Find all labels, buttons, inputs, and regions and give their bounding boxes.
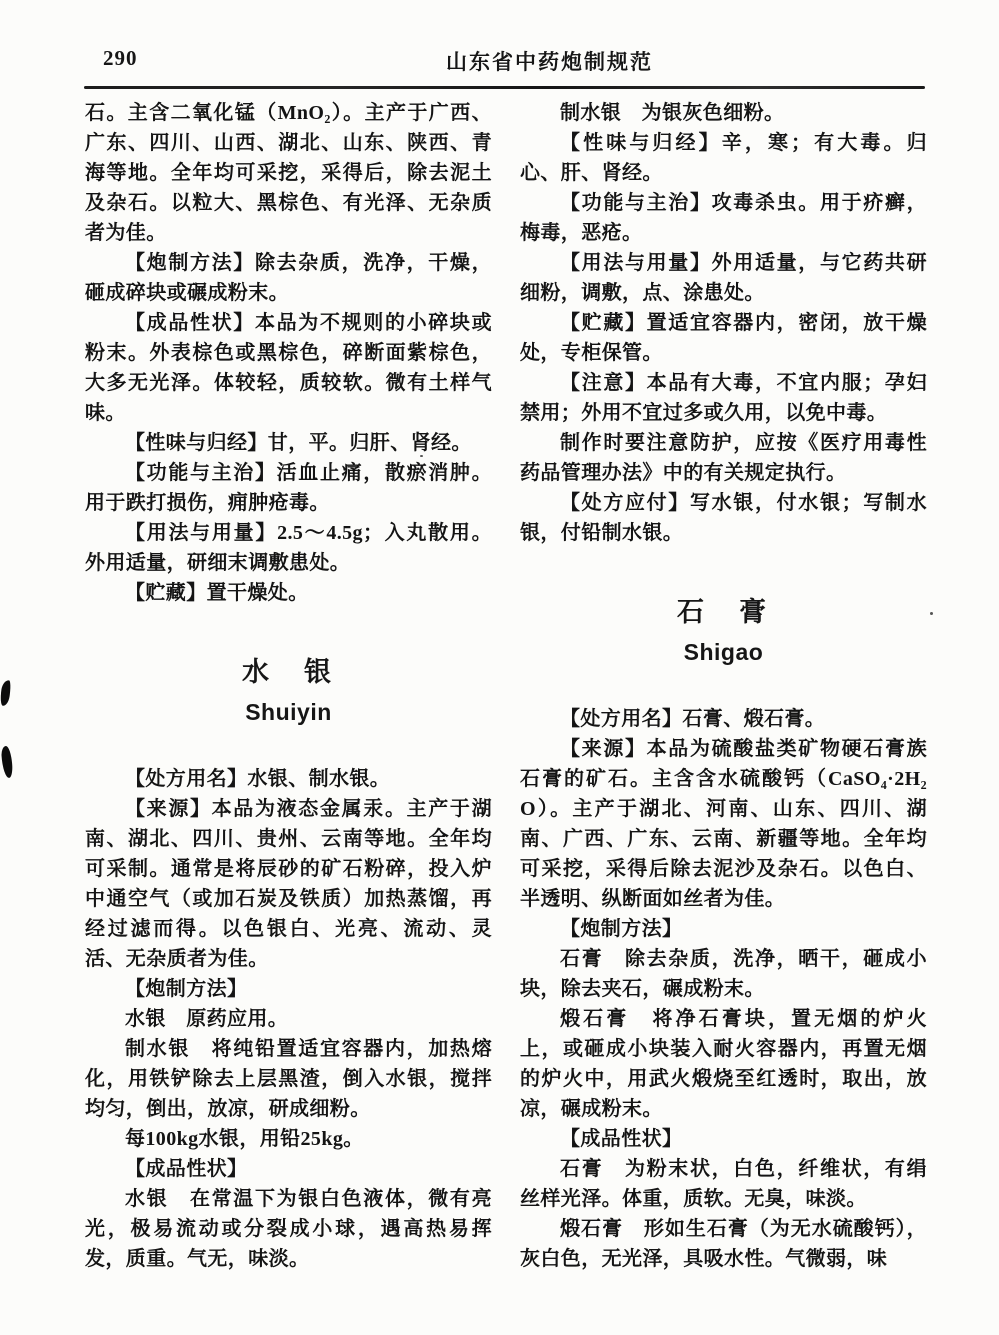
- section-title-chinese: 石 膏: [677, 597, 770, 627]
- paragraph: 每100kg水银，用铅25kg。: [125, 1128, 364, 1150]
- header-title: 山东省中药炮制规范: [446, 50, 653, 74]
- paragraph: 【炮制方法】: [560, 918, 683, 940]
- paragraph: 【成品性状】本品为不规则的小碎块或粉末。外表棕色或黑棕色，碎断面紫棕色，大多无光泽。体较轻，质较软。微有土样气味。: [85, 312, 492, 424]
- section-heading-shuiyin: [85, 650, 492, 726]
- paragraph: 【功能与主治】攻毒杀虫。用于疥癣，梅毒，恶疮。: [520, 192, 927, 244]
- section-title-pinyin: Shuiyin: [245, 699, 332, 725]
- paragraph: 煅石膏 形如生石膏（为无水硫酸钙），灰白色，无光泽，具吸水性。气微弱，味: [520, 1218, 927, 1270]
- right-column: [520, 98, 927, 1274]
- paragraph: 【注意】本品有大毒，不宜内服；孕妇禁用；外用不宜过多或久用，以免中毒。: [520, 372, 927, 424]
- paragraph: 【贮藏】置适宜容器内，密闭，放干燥处，专柜保管。: [520, 312, 927, 364]
- paragraph: 制水银 为银灰色细粉。: [560, 102, 785, 124]
- paragraph: 水银 原药应用。: [125, 1008, 289, 1030]
- paragraph: 【性味与归经】辛，寒；有大毒。归心、肝、肾经。: [520, 132, 927, 184]
- paragraph: 石膏 除去杂质，洗净，晒干，砸成小块，除去夹石，碾成粉末。: [520, 948, 927, 1000]
- paragraph: 【功能与主治】活血止痛，散瘀消肿。用于跌打损伤，痈肿疮毒。: [85, 462, 492, 514]
- margin-ink-mark: [1, 746, 13, 779]
- paragraph: 【处方用名】石膏、煅石膏。: [560, 708, 826, 730]
- paragraph: 【炮制方法】除去杂质，洗净，干燥，砸成碎块或碾成粉末。: [85, 252, 492, 304]
- paragraph: 【来源】本品为硫酸盐类矿物硬石膏族石膏的矿石。主含含水硫酸钙（CaSO₄·2H₂O）。主产于湖北、河南、山东、四川、湖南、广西、广东、云南、新疆等地。全年均可采挖，采得后除去泥沙及杂石。以色白、半透明、纵断面如丝者为佳。: [520, 738, 927, 910]
- paragraph: 【性味与归经】甘，平。归肝、肾经。: [125, 432, 472, 454]
- paragraph: 【炮制方法】: [125, 978, 248, 1000]
- paragraph: 【成品性状】: [560, 1128, 683, 1150]
- paragraph: 【用法与用量】2.5～4.5g；入丸散用。外用适量，研细末调敷患处。: [85, 522, 492, 574]
- paragraph: 【用法与用量】外用适量，与它药共研细粉，调敷，点、涂患处。: [520, 252, 927, 304]
- paragraph: 石膏 为粉末状，白色，纤维状，有绢丝样光泽。体重，质软。无臭，味淡。: [520, 1158, 927, 1210]
- left-column: [85, 98, 492, 1274]
- scan-speck: [930, 612, 933, 615]
- paragraph: 【处方用名】水银、制水银。: [125, 768, 391, 790]
- paragraph: 水银 在常温下为银白色液体，微有亮光，极易流动或分裂成小球，遇高热易挥发，质重。气无，味淡。: [85, 1188, 492, 1270]
- paragraph: 【贮藏】置干燥处。: [125, 582, 309, 604]
- section-title-pinyin: Shigao: [683, 639, 764, 665]
- page-header: [85, 42, 924, 76]
- paragraph: 煅石膏 将净石膏块，置无烟的炉火上，或砸成小块装入耐火容器内，再置无烟的炉火中，用武火煅烧至红透时，取出，放凉，碾成粉末。: [520, 1008, 927, 1120]
- paragraph: 【处方应付】写水银，付水银；写制水银，付铅制水银。: [520, 492, 927, 544]
- page-number: 290: [103, 46, 138, 70]
- paragraph: 石。主含二氧化锰（MnO₂）。主产于广西、广东、四川、山西、湖北、山东、陕西、青海等地。全年均可采挖，采得后，除去泥土及杂石。以粒大、黑棕色、有光泽、无杂质者为佳。: [85, 102, 492, 244]
- section-title-chinese: 水 银: [242, 657, 335, 687]
- margin-ink-mark: [0, 680, 12, 707]
- paragraph: 制水银 将纯铅置适宜容器内，加热熔化，用铁铲除去上层黑渣，倒入水银，搅拌均匀，倒出，放凉，研成细粉。: [85, 1038, 492, 1120]
- two-column-body: [85, 98, 927, 1274]
- paragraph: 制作时要注意防护，应按《医疗用毒性药品管理办法》中的有关规定执行。: [520, 432, 927, 484]
- paragraph: 【成品性状】: [125, 1158, 248, 1180]
- header-rule: [84, 86, 925, 89]
- paragraph: 【来源】本品为液态金属汞。主产于湖南、湖北、四川、贵州、云南等地。全年均可采制。通常是将辰砂的矿石粉碎，投入炉中通空气（或加石炭及铁质）加热蒸馏，再经过滤而得。以色银白、光亮、流动、灵活、无杂质者为佳。: [85, 798, 492, 970]
- section-heading-shigao: [520, 590, 927, 666]
